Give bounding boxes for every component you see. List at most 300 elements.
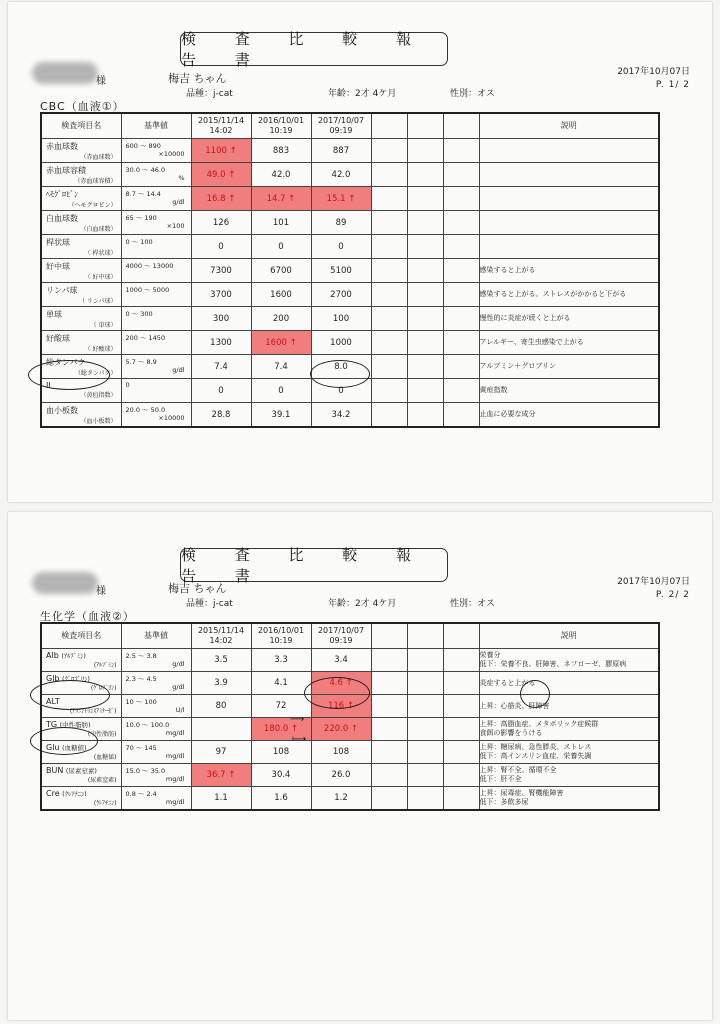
table-row [41, 235, 659, 259]
value-cell: 3.9 [191, 672, 251, 695]
report-page-1 [8, 2, 712, 502]
reference-range: 5.7 ～ 8.9 [125, 358, 157, 366]
header-empty [407, 623, 443, 649]
empty-cell [371, 259, 407, 283]
description-line: 上昇：心筋炎、肝障害 [479, 701, 550, 710]
reference-unit: g/dl [172, 660, 185, 668]
value-cell: 3.5 [191, 649, 251, 672]
item-name: Alb (ｱﾙﾌﾞﾐﾝ) [46, 651, 86, 660]
item-name-extra: (中性脂肪) [59, 721, 91, 729]
header-desc: 説明 [479, 623, 659, 649]
value-cell [191, 718, 251, 741]
item-cell [41, 649, 121, 672]
reference-range: 70 ～ 145 [125, 744, 157, 752]
empty-cell [407, 741, 443, 764]
empty-cell [407, 764, 443, 787]
reference-range: 10 ～ 100 [125, 698, 157, 706]
report-title: 検 査 比 較 報 告 書 [180, 548, 448, 582]
header-empty [443, 113, 479, 139]
reference-cell [121, 139, 191, 163]
handwritten-circle-total-protein [28, 360, 110, 390]
description-cell [479, 379, 659, 403]
value-cell: 0 [191, 235, 251, 259]
item-name: 白血球数 [46, 214, 78, 223]
empty-cell [371, 672, 407, 695]
description-cell [479, 139, 659, 163]
table-row [41, 187, 659, 211]
item-cell [41, 235, 121, 259]
handwritten-arrow: ⟼ [292, 734, 307, 745]
reference-cell [121, 259, 191, 283]
value-cell: 28.8 [191, 403, 251, 428]
description-cell [479, 163, 659, 187]
item-cell [41, 331, 121, 355]
value-cell: 4.1 [251, 672, 311, 695]
reference-cell [121, 764, 191, 787]
table-row [41, 307, 659, 331]
reference-unit: g/dl [172, 366, 185, 374]
header-date-1: 2015/11/14 14:02 [191, 113, 251, 139]
value-cell: 8.0 [311, 355, 371, 379]
value-cell: 108 [311, 741, 371, 764]
reference-cell [121, 235, 191, 259]
header-date-2: 2016/10/01 10:19 [251, 623, 311, 649]
value-cell: 126 [191, 211, 251, 235]
value-cell: 180.0 ↑ [251, 718, 311, 741]
value-cell: 1600 ↑ [251, 331, 311, 355]
value-cell: 1.6 [251, 787, 311, 810]
description-line: 止血に必要な成分 [479, 410, 536, 418]
value-cell: 1100 ↑ [191, 139, 251, 163]
table-row [41, 283, 659, 307]
reference-cell [121, 718, 191, 741]
item-subname: （ヘモグロビン） [68, 202, 117, 209]
value-cell: 34.2 [311, 403, 371, 428]
empty-cell [443, 283, 479, 307]
empty-cell [371, 379, 407, 403]
description-line: 感染すると上がる。ストレスがかかると下がる [479, 290, 627, 298]
description-line: 慢性的に炎症が続くと上がる [479, 314, 571, 322]
item-cell [41, 163, 121, 187]
description-line: 栄養分 [479, 651, 501, 659]
item-subname: (ｱﾗﾆﾝﾄﾗﾝｽｱﾐﾅｰｾﾞ) [69, 708, 117, 715]
value-cell: 1.1 [191, 787, 251, 810]
page-number: P. 2/ 2 [655, 590, 690, 600]
table-row [41, 331, 659, 355]
description-line: 黄疸指数 [479, 386, 508, 394]
value-cell: 16.8 ↑ [191, 187, 251, 211]
empty-cell [371, 187, 407, 211]
item-subname: （ 好酸球） [84, 346, 117, 353]
value-cell: 26.0 [311, 764, 371, 787]
handwritten-circle-glb-value [304, 677, 370, 709]
empty-cell [407, 355, 443, 379]
reference-cell [121, 649, 191, 672]
reference-cell [121, 355, 191, 379]
item-subname: （赤血球数） [80, 154, 117, 161]
value-cell: 15.1 ↑ [311, 187, 371, 211]
item-subname: （ 単球） [90, 322, 117, 329]
item-name: BUN (尿素窒素) [46, 766, 97, 775]
reference-unit: mg/dl [165, 752, 185, 760]
breed: 品種：j-cat [186, 89, 233, 99]
reference-unit: ×10000 [158, 414, 185, 422]
item-subname: (ｱﾙﾌﾞﾐﾝ) [93, 662, 117, 669]
empty-cell [371, 211, 407, 235]
value-cell: 101 [251, 211, 311, 235]
reference-unit: ×10000 [158, 150, 185, 158]
reference-range: 15.0 ～ 35.0 [125, 767, 166, 775]
reference-range: 1000 ～ 5000 [125, 286, 170, 294]
header-item: 検査項目名 [41, 113, 121, 139]
empty-cell [407, 649, 443, 672]
header-date-2: 2016/10/01 10:19 [251, 113, 311, 139]
table-row [41, 163, 659, 187]
reference-unit: g/dl [172, 683, 185, 691]
item-name: 総タンパク [46, 358, 86, 367]
description-cell [479, 787, 659, 810]
empty-cell [407, 259, 443, 283]
page-number: P. 1/ 2 [655, 80, 690, 90]
reference-range: 200 ～ 1450 [125, 334, 166, 342]
value-cell: 1000 [311, 331, 371, 355]
reference-cell [121, 787, 191, 810]
reference-cell [121, 695, 191, 718]
value-cell: 5100 [311, 259, 371, 283]
reference-range: 8.7 ～ 14.4 [125, 190, 161, 198]
description-cell [479, 695, 659, 718]
value-cell: 300 [191, 307, 251, 331]
item-subname: （血小板数） [80, 418, 117, 425]
report-date: 2017年10月07日 [617, 67, 690, 77]
empty-cell [371, 764, 407, 787]
reference-range: 0 ～ 300 [125, 310, 153, 318]
breed: 品種：j-cat [186, 599, 233, 609]
item-subname: （白血球数） [80, 226, 117, 233]
description-cell [479, 649, 659, 672]
reference-unit: g/dl [172, 198, 185, 206]
owner-suffix: 様 [96, 76, 106, 87]
value-cell: 3.3 [251, 649, 311, 672]
item-subname: （ 好中球） [84, 274, 117, 281]
empty-cell [443, 235, 479, 259]
empty-cell [443, 403, 479, 428]
value-cell: 72 [251, 695, 311, 718]
item-name-extra: (血糖値) [62, 744, 87, 752]
item-subname: (ｸﾚｱﾁﾆﾝ) [93, 800, 117, 807]
value-cell: 1600 [251, 283, 311, 307]
header-reference: 基準値 [121, 623, 191, 649]
sex: 性別：オス [450, 89, 495, 99]
empty-cell [443, 187, 479, 211]
empty-cell [407, 235, 443, 259]
empty-cell [371, 163, 407, 187]
value-cell: 0 [311, 379, 371, 403]
empty-cell [371, 355, 407, 379]
reference-range: 65 ～ 190 [125, 214, 157, 222]
table-row [41, 787, 659, 810]
report-title: 検 査 比 較 報 告 書 [180, 32, 448, 66]
patient-name: 梅吉 ちゃん [168, 582, 227, 595]
owner-suffix: 様 [96, 586, 106, 597]
value-cell: 1.2 [311, 787, 371, 810]
header-date-3: 2017/10/07 09:19 [311, 113, 371, 139]
empty-cell [407, 307, 443, 331]
reference-range: 10.0 ～ 100.0 [125, 721, 170, 729]
empty-cell [407, 787, 443, 810]
table-row [41, 139, 659, 163]
item-name: II [46, 381, 51, 390]
reference-cell [121, 283, 191, 307]
item-subname: (ｸﾞﾛﾌﾞﾘﾝ) [90, 685, 117, 692]
header-empty [443, 623, 479, 649]
header-item: 検査項目名 [41, 623, 121, 649]
item-name: リンパ球 [46, 286, 78, 295]
item-cell [41, 403, 121, 428]
reference-range: 0.8 ～ 2.4 [125, 790, 157, 798]
item-subname: (血糖値) [93, 754, 117, 761]
empty-cell [407, 718, 443, 741]
reference-range: 600 ～ 890 [125, 142, 161, 150]
description-cell [479, 741, 659, 764]
age: 年齢：2才 4ケ月 [328, 89, 397, 99]
empty-cell [371, 139, 407, 163]
value-cell: 883 [251, 139, 311, 163]
item-subname: （総タンパク） [74, 370, 117, 377]
age: 年齢：2才 4ケ月 [328, 599, 397, 609]
header-date-3: 2017/10/07 09:19 [311, 623, 371, 649]
patient-name: 梅吉 ちゃん [168, 72, 227, 85]
item-cell [41, 187, 121, 211]
value-cell: 42.0 [251, 163, 311, 187]
value-cell: 97 [191, 741, 251, 764]
empty-cell [371, 741, 407, 764]
empty-cell [407, 139, 443, 163]
item-name: 好酸球 [46, 334, 70, 343]
empty-cell [407, 403, 443, 428]
description-cell [479, 283, 659, 307]
table-row [41, 741, 659, 764]
reference-unit: mg/dl [165, 729, 185, 737]
item-name: TG (中性脂肪) [46, 720, 91, 729]
empty-cell [407, 672, 443, 695]
table-row [41, 211, 659, 235]
description-line: 炎症すると上がる [479, 678, 536, 687]
redacted-owner-name [32, 572, 98, 594]
empty-cell [443, 163, 479, 187]
item-name: 桿状球 [46, 238, 70, 247]
empty-cell [443, 211, 479, 235]
item-cell [41, 787, 121, 810]
item-subname: (尿素窒素) [87, 777, 117, 784]
description-cell [479, 331, 659, 355]
handwritten-arrow: ⟶ [290, 714, 305, 725]
value-cell: 30.4 [251, 764, 311, 787]
section-title: CBC（血液①） [40, 100, 125, 113]
value-cell: 3700 [191, 283, 251, 307]
item-name: Glu (血糖値) [46, 743, 87, 752]
value-cell: 100 [311, 307, 371, 331]
value-cell: 2700 [311, 283, 371, 307]
reference-range: 2.3 ～ 4.5 [125, 675, 157, 683]
empty-cell [443, 741, 479, 764]
description-cell [479, 764, 659, 787]
empty-cell [407, 695, 443, 718]
item-name: 血小板数 [46, 406, 78, 415]
empty-cell [443, 695, 479, 718]
value-cell: 0 [251, 235, 311, 259]
empty-cell [371, 649, 407, 672]
empty-cell [443, 259, 479, 283]
reference-range: 4000 ～ 13000 [125, 262, 174, 270]
value-cell: 89 [311, 211, 371, 235]
value-cell: 0 [311, 235, 371, 259]
item-name: 単球 [46, 310, 62, 319]
reference-range: 0 [125, 381, 130, 389]
item-cell [41, 283, 121, 307]
item-name: ﾍﾓｸﾞﾛﾋﾞﾝ [46, 190, 78, 199]
item-name-extra: (ｸﾞﾛﾌﾞﾘﾝ) [62, 675, 90, 683]
handwritten-circle-glb [30, 680, 110, 710]
item-cell [41, 259, 121, 283]
item-cell [41, 139, 121, 163]
value-cell: 49.0 ↑ [191, 163, 251, 187]
value-cell: 36.7 ↑ [191, 764, 251, 787]
item-subname: （ 桿状球） [84, 250, 117, 257]
item-subname: （黄疸指数） [80, 392, 117, 399]
description-cell [479, 355, 659, 379]
description-line: 上昇：高脂血症、メタボリック症候群 [479, 720, 599, 728]
empty-cell [371, 403, 407, 428]
item-name-extra: (ｱﾙﾌﾞﾐﾝ) [61, 652, 86, 660]
description-cell [479, 403, 659, 428]
sex: 性別：オス [450, 599, 495, 609]
item-name: 赤血球容積 [46, 166, 86, 175]
description-line: アルブミン＋グロブリン [479, 362, 556, 370]
header-desc: 説明 [479, 113, 659, 139]
section-title: 生化学（血液②） [40, 610, 135, 623]
empty-cell [407, 187, 443, 211]
header-empty [371, 113, 407, 139]
item-name-extra: (ｸﾚｱﾁﾆﾝ) [62, 790, 87, 798]
reference-cell [121, 187, 191, 211]
item-subname: （ リンパ球） [79, 298, 117, 305]
reference-cell [121, 379, 191, 403]
empty-cell [443, 787, 479, 810]
reference-cell [121, 211, 191, 235]
item-cell [41, 764, 121, 787]
empty-cell [371, 787, 407, 810]
description-cell [479, 672, 659, 695]
table-row [41, 259, 659, 283]
empty-cell [371, 695, 407, 718]
value-cell: 116 ↑ [311, 695, 371, 718]
reference-cell [121, 403, 191, 428]
reference-cell [121, 672, 191, 695]
value-cell: 7300 [191, 259, 251, 283]
description-line-2: 低下：高インスリン血症、栄養失調 [479, 752, 592, 760]
description-cell [479, 259, 659, 283]
empty-cell [407, 379, 443, 403]
report-date: 2017年10月07日 [617, 577, 690, 587]
item-name: 好中球 [46, 262, 70, 271]
description-line-2: 低下：多飲多尿 [479, 797, 529, 806]
reference-cell [121, 307, 191, 331]
description-cell [479, 307, 659, 331]
value-cell: 887 [311, 139, 371, 163]
description-cell [479, 235, 659, 259]
empty-cell [407, 211, 443, 235]
value-cell: 7.4 [251, 355, 311, 379]
reference-cell [121, 331, 191, 355]
description-line: 感染すると上がる [479, 266, 536, 274]
reference-range: 20.0 ～ 50.0 [125, 406, 166, 414]
header-reference: 基準値 [121, 113, 191, 139]
description-cell [479, 211, 659, 235]
value-cell: 14.7 ↑ [251, 187, 311, 211]
item-name: 赤血球数 [46, 142, 78, 151]
value-cell: 80 [191, 695, 251, 718]
reference-unit: mg/dl [165, 798, 185, 806]
description-line: アレルギー、寄生虫感染で上がる [479, 338, 584, 346]
empty-cell [443, 718, 479, 741]
empty-cell [443, 764, 479, 787]
reference-range: 2.5 ～ 3.8 [125, 652, 157, 660]
empty-cell [443, 355, 479, 379]
table-header-row [41, 623, 659, 649]
reference-unit: % [178, 174, 185, 182]
reference-range: 0 ～ 100 [125, 238, 153, 246]
handwritten-circle-desc [520, 680, 550, 708]
handwritten-circle-tg [30, 727, 98, 755]
item-name: Cre (ｸﾚｱﾁﾆﾝ) [46, 789, 87, 798]
value-cell: 0 [251, 379, 311, 403]
empty-cell [443, 139, 479, 163]
value-cell: 200 [251, 307, 311, 331]
empty-cell [443, 672, 479, 695]
reference-range: 30.0 ～ 46.0 [125, 166, 166, 174]
empty-cell [407, 331, 443, 355]
table-header-row [41, 113, 659, 139]
item-name: ALT [46, 697, 60, 706]
item-name-extra: (尿素窒素) [65, 767, 97, 775]
table-row [41, 403, 659, 428]
value-cell: 42.0 [311, 163, 371, 187]
reference-unit: mg/dl [165, 775, 185, 783]
value-cell: 108 [251, 741, 311, 764]
empty-cell [371, 718, 407, 741]
item-name: Glb (ｸﾞﾛﾌﾞﾘﾝ) [46, 674, 90, 683]
description-line-2: 食餌の影響をうける [479, 729, 543, 737]
biochem-table [40, 622, 660, 811]
empty-cell [371, 283, 407, 307]
empty-cell [371, 307, 407, 331]
item-subname: （赤血球容積） [74, 178, 117, 185]
description-line: 上昇：糖尿病、急性膵炎、ストレス [479, 743, 592, 751]
value-cell: 1300 [191, 331, 251, 355]
value-cell: 6700 [251, 259, 311, 283]
empty-cell [407, 163, 443, 187]
empty-cell [443, 379, 479, 403]
value-cell: 220.0 ↑ [311, 718, 371, 741]
report-page-2 [8, 512, 712, 1020]
redacted-owner-name [32, 62, 98, 84]
description-cell [479, 718, 659, 741]
description-line-2: 低下：肝不全 [479, 775, 522, 783]
reference-cell [121, 163, 191, 187]
header-empty [407, 113, 443, 139]
reference-unit: ×100 [166, 222, 185, 230]
